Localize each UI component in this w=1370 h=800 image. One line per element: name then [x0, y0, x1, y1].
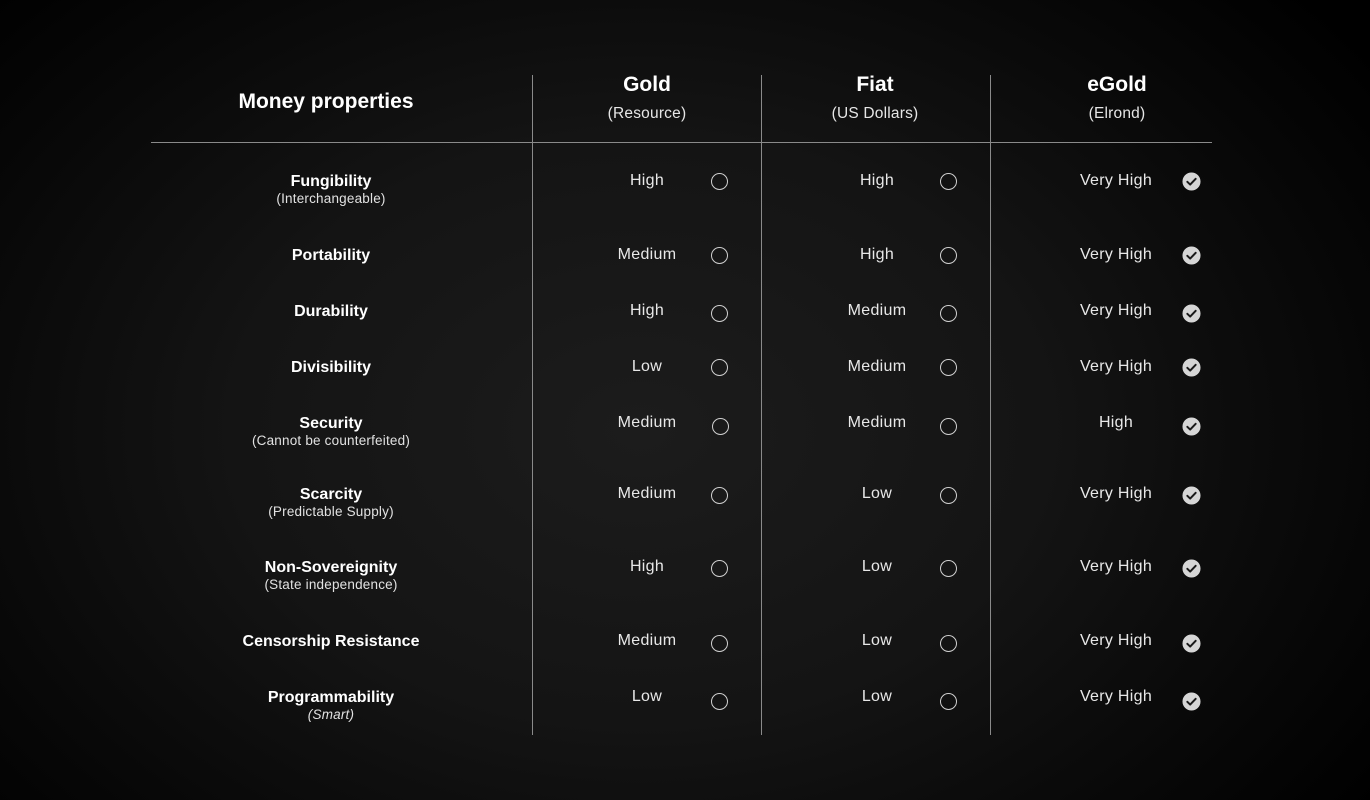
empty-circle-icon [711, 560, 728, 577]
empty-circle-icon [940, 359, 957, 376]
empty-circle-icon [711, 173, 728, 190]
gold-rating: Medium [617, 632, 677, 649]
check-circle-icon [1182, 559, 1201, 578]
property-cell [180, 303, 482, 320]
gold-rating: High [629, 558, 665, 575]
property-name: Portability [291, 247, 371, 264]
fiat-rating: Medium [847, 414, 907, 431]
egold-rating: Very High [1079, 632, 1153, 649]
empty-circle-icon [711, 305, 728, 322]
property-subtitle: (State independence) [264, 577, 398, 592]
fiat-rating: Medium [847, 302, 907, 319]
egold-rating: Very High [1079, 172, 1153, 189]
empty-circle-icon [711, 693, 728, 710]
property-name: Censorship Resistance [242, 633, 420, 650]
header-divider [151, 142, 1212, 143]
empty-circle-icon [711, 247, 728, 264]
column-divider-egold [990, 75, 991, 735]
property-cell [180, 359, 482, 376]
column-subtitle-gold: (Resource) [607, 105, 687, 122]
fiat-rating: Low [861, 632, 893, 649]
property-cell [180, 415, 482, 449]
property-cell [180, 633, 482, 650]
fiat-rating: Low [861, 688, 893, 705]
property-name: Programmability [267, 689, 395, 706]
column-title-gold: Gold [623, 73, 671, 96]
egold-rating: Very High [1079, 688, 1153, 705]
column-subtitle-fiat: (US Dollars) [831, 105, 919, 122]
empty-circle-icon [940, 305, 957, 322]
gold-rating: Medium [617, 485, 677, 502]
empty-circle-icon [940, 173, 957, 190]
empty-circle-icon [711, 635, 728, 652]
fiat-rating: High [859, 172, 895, 189]
property-cell [180, 486, 482, 520]
column-divider-fiat [761, 75, 762, 735]
property-name: Durability [294, 303, 368, 320]
check-circle-icon [1182, 172, 1201, 191]
egold-rating: Very High [1079, 558, 1153, 575]
property-subtitle: (Smart) [307, 707, 355, 722]
empty-circle-icon [711, 487, 728, 504]
empty-circle-icon [940, 560, 957, 577]
property-name: Divisibility [290, 359, 372, 376]
property-subtitle: (Interchangeable) [276, 191, 386, 206]
check-circle-icon [1182, 358, 1201, 377]
empty-circle-icon [940, 693, 957, 710]
empty-circle-icon [940, 418, 957, 435]
gold-rating: Low [631, 688, 663, 705]
property-cell [180, 247, 482, 264]
egold-rating: High [1098, 414, 1134, 431]
property-name: Scarcity [299, 486, 363, 503]
fiat-rating: Medium [847, 358, 907, 375]
gold-rating: Low [631, 358, 663, 375]
property-cell [180, 173, 482, 207]
property-name: Non-Sovereignity [264, 559, 398, 576]
column-divider-gold [532, 75, 533, 735]
gold-rating: High [629, 172, 665, 189]
check-circle-icon [1182, 304, 1201, 323]
fiat-rating: Low [861, 485, 893, 502]
property-subtitle: (Cannot be counterfeited) [251, 433, 411, 448]
egold-rating: Very High [1079, 485, 1153, 502]
gold-rating: Medium [617, 246, 677, 263]
egold-rating: Very High [1079, 302, 1153, 319]
column-title-egold: eGold [1087, 73, 1147, 96]
property-cell [180, 689, 482, 723]
fiat-rating: High [859, 246, 895, 263]
empty-circle-icon [940, 635, 957, 652]
property-subtitle: (Predictable Supply) [268, 504, 394, 519]
empty-circle-icon [940, 487, 957, 504]
property-name: Fungibility [290, 173, 372, 190]
check-circle-icon [1182, 417, 1201, 436]
egold-rating: Very High [1079, 358, 1153, 375]
check-circle-icon [1182, 486, 1201, 505]
empty-circle-icon [712, 418, 729, 435]
column-subtitle-egold: (Elrond) [1088, 105, 1146, 122]
check-circle-icon [1182, 692, 1201, 711]
gold-rating: Medium [617, 414, 677, 431]
property-name: Security [299, 415, 363, 432]
empty-circle-icon [711, 359, 728, 376]
gold-rating: High [629, 302, 665, 319]
egold-rating: Very High [1079, 246, 1153, 263]
fiat-rating: Low [861, 558, 893, 575]
check-circle-icon [1182, 246, 1201, 265]
property-cell [180, 559, 482, 593]
money-properties-title: Money properties [238, 90, 414, 113]
empty-circle-icon [940, 247, 957, 264]
column-title-fiat: Fiat [856, 73, 894, 96]
check-circle-icon [1182, 634, 1201, 653]
